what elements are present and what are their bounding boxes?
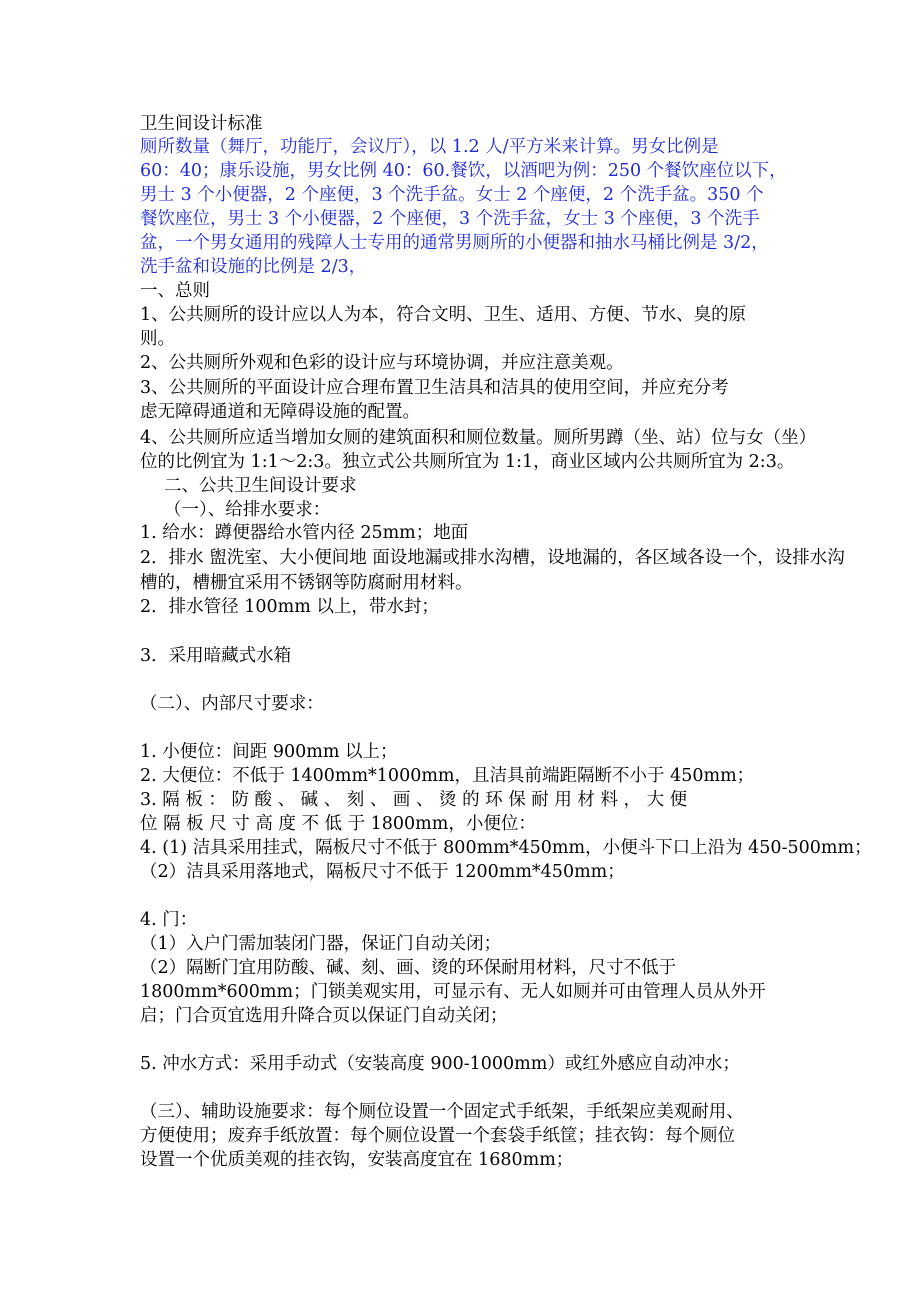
general-line: 虑无障碍通道和无障碍设施的配置。 [140, 402, 420, 422]
general-line: 4、公共厕所应适当增加女厕的建筑面积和厕位数量。厕所男蹲（坐、站）位与女（坐） [140, 428, 817, 448]
general-line: 位的比例宜为 1:1～2:3。独立式公共厕所宜为 1:1，商业区域内公共厕所宜为 2:3。 [140, 452, 795, 472]
dimension-line: （2）洁具采用落地式，隔板尺寸不低于 1200mm*450mm； [140, 862, 625, 882]
drainage-line: 2．排水管径 100mm 以上，带水封； [140, 597, 439, 617]
door-line: （1）入户门需加装闭门器，保证门自动关闭； [140, 934, 502, 954]
dimension-line: 4. (1) 洁具采用挂式，隔板尺寸不低于 800mm*450mm，小便斗下口上沿为 450-500mm； [140, 838, 872, 858]
drainage-line: 2．排水 盥洗室、大小便间地 面设地漏或排水沟槽，设地漏的，各区域各设一个，设排水沟 [140, 548, 845, 568]
section-heading-design: 二、公共卫生间设计要求 [164, 476, 357, 496]
intro-line: 男士 3 个小便器，2 个座便，3 个洗手盆。女士 2 个座便，2 个洗手盆。350 个 [140, 185, 764, 205]
subsection-heading-dimensions: （二）、内部尺寸要求： [140, 694, 324, 714]
general-line: 1、公共厕所的设计应以人为本，符合文明、卫生、适用、方便、节水、臭的原 [140, 305, 747, 325]
auxiliary-line: 方便使用；废弃手纸放置：每个厕位设置一个套袋手纸筐；挂衣钩：每个厕位 [140, 1126, 735, 1146]
subsection-heading-drainage: （一）、给排水要求： [164, 500, 331, 520]
intro-line: 60：40；康乐设施，男女比例 40：60.餐饮，以酒吧为例：250 个餐饮座位以下， [140, 161, 787, 181]
auxiliary-line: （三）、辅助设施要求：每个厕位设置一个固定式手纸架，手纸架应美观耐用、 [140, 1102, 744, 1122]
drainage-line: 槽的，槽栅宜采用不锈钢等防腐耐用材料。 [140, 573, 473, 593]
dimension-line: 1. 小便位：间距 900mm 以上； [140, 742, 398, 762]
intro-line: 餐饮座位，男士 3 个小便器，2 个座便，3 个洗手盆，女士 3 个座便，3 个洗手 [140, 209, 760, 229]
general-line: 3、公共厕所的平面设计应合理布置卫生洁具和洁具的使用空间，并应充分考 [140, 378, 729, 398]
dimension-line: 2. 大便位：不低于 1400mm*1000mm，且洁具前端距隔断不小于 450mm； [140, 766, 755, 786]
intro-line: 厕所数量（舞厅，功能厅，会议厅），以 1.2 人/平方米来计算。男女比例是 [140, 137, 719, 157]
door-line: 启；门合页宜选用升降合页以保证门自动关闭； [140, 1006, 508, 1026]
flush-method-line: 5. 冲水方式：采用手动式（安装高度 900-1000mm）或红外感应自动冲水； [140, 1054, 740, 1074]
drainage-line: 1. 给水：蹲便器给水管内径 25mm；地面 [140, 523, 469, 543]
section-heading-general: 一、总则 [140, 281, 210, 301]
auxiliary-line: 设置一个优质美观的挂衣钩，安装高度宜在 1680mm； [140, 1150, 574, 1170]
intro-line: 洗手盆和设施的比例是 2/3， [140, 257, 367, 277]
general-line: 2、公共厕所外观和色彩的设计应与环境协调，并应注意美观。 [140, 353, 624, 373]
dimension-line: 3. 隔 板 ： 防 酸 、 碱 、 刻 、 画 、 烫 的 环 保 耐 用 材 料 ， 大 便 [140, 790, 688, 810]
drainage-item-tank: 3．采用暗藏式水箱 [140, 646, 292, 666]
door-line: （2）隔断门宜用防酸、碱、刻、画、烫的环保耐用材料，尺寸不低于 [140, 958, 677, 978]
door-line: 1800mm*600mm；门锁美观实用，可显示有、无人如厕并可由管理人员从外开 [140, 982, 766, 1002]
general-line: 则。 [140, 329, 175, 349]
document-title: 卫生间设计标准 [140, 114, 263, 134]
dimension-line: 位 隔 板 尺 寸 高 度 不 低 于 1800mm，小便位： [140, 814, 536, 834]
door-heading: 4. 门： [140, 910, 198, 930]
intro-line: 盆，一个男女通用的残障人士专用的通常男厕所的小便器和抽水马桶比例是 3/2， [140, 233, 769, 253]
